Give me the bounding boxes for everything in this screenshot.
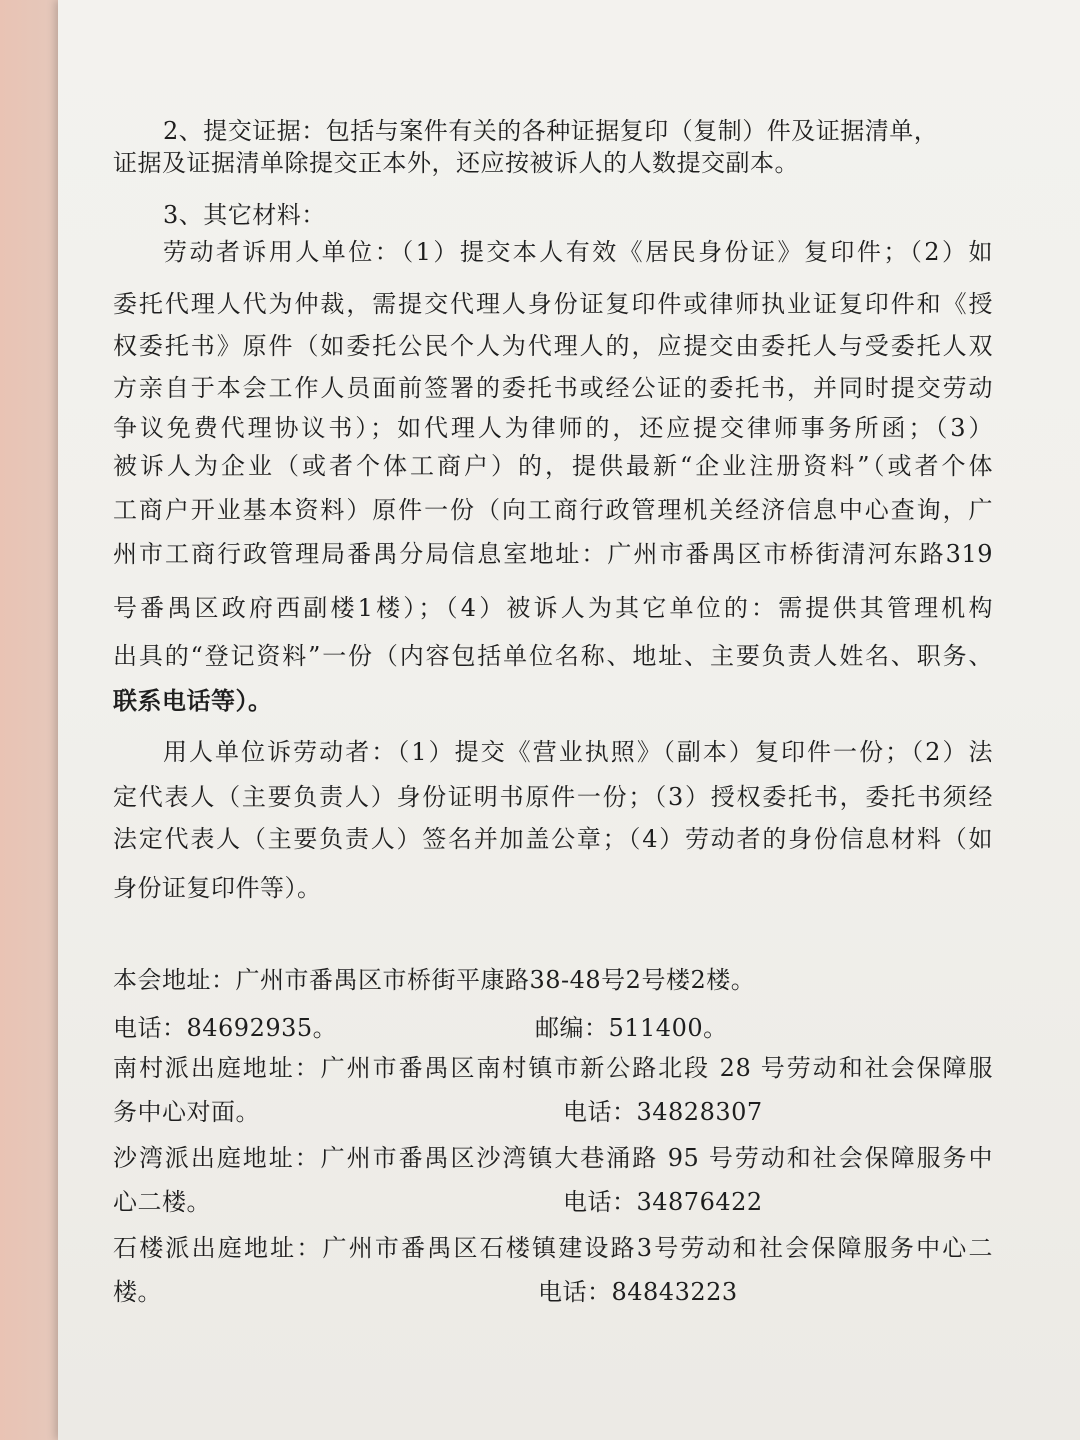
- text-line: 联系电话等）。: [113, 686, 273, 715]
- shilou-phone: 电话：84843223: [538, 1278, 738, 1306]
- office-phone: 电话：84692935。: [113, 1014, 338, 1042]
- text-line: 证据及证据清单除提交正本外，还应按被诉人的人数提交副本。: [113, 149, 799, 177]
- shilou-address-cont: 楼。: [113, 1278, 162, 1306]
- text-line: 方亲自于本会工作人员面前签署的委托书或经公证的委托书，并同时提交劳动: [113, 374, 993, 402]
- nancun-address-cont: 务中心对面。: [113, 1098, 260, 1126]
- shawan-phone: 电话：34876422: [563, 1188, 763, 1216]
- text-line: 2、提交证据：包括与案件有关的各种证据复印（复制）件及证据清单，: [163, 117, 939, 145]
- shawan-address-cont: 心二楼。: [113, 1188, 211, 1216]
- text-line: 劳动者诉用人单位：（1）提交本人有效《居民身份证》复印件；（2）如: [163, 238, 993, 266]
- shawan-row: [113, 1187, 993, 1217]
- text-line: 争议免费代理协议书）；如代理人为律师的，还应提交律师事务所函；（3）: [113, 414, 993, 442]
- phone-postcode-row: [113, 1013, 993, 1043]
- text-line: 委托代理人代为仲裁，需提交代理人身份证复印件或律师执业证复印件和《授: [113, 290, 993, 318]
- shawan-address: 沙湾派出庭地址：广州市番禺区沙湾镇大巷涌路 95 号劳动和社会保障服务中: [113, 1144, 993, 1172]
- text-line: 3、其它材料：: [163, 201, 326, 229]
- text-line: 被诉人为企业（或者个体工商户）的，提供最新“企业注册资料”（或者个体: [113, 452, 993, 480]
- nancun-address: 南村派出庭地址：广州市番禺区南村镇市新公路北段 28 号劳动和社会保障服: [113, 1054, 993, 1082]
- office-postcode: 邮编：511400。: [535, 1014, 728, 1042]
- shilou-address: 石楼派出庭地址：广州市番禺区石楼镇建设路3号劳动和社会保障服务中心二: [113, 1234, 993, 1262]
- text-line: 权委托书》原件（如委托公民个人为代理人的，应提交由委托人与受委托人双: [113, 332, 993, 360]
- nancun-phone: 电话：34828307: [563, 1098, 763, 1126]
- text-line: 州市工商行政管理局番禺分局信息室地址：广州市番禺区市桥街清河东路319: [113, 540, 993, 568]
- text-line: 法定代表人（主要负责人）签名并加盖公章；（4）劳动者的身份信息材料（如: [113, 825, 993, 853]
- nancun-row: [113, 1097, 993, 1127]
- text-line: 出具的“登记资料”一份（内容包括单位名称、地址、主要负责人姓名、职务、: [113, 642, 993, 670]
- text-line: 工商户开业基本资料）原件一份（向工商行政管理机关经济信息中心查询，广: [113, 496, 993, 524]
- text-line: 用人单位诉劳动者：（1）提交《营业执照》（副本）复印件一份；（2）法: [163, 738, 993, 766]
- text-line: 号番禺区政府西副楼1楼）；（4）被诉人为其它单位的：需提供其管理机构: [113, 594, 993, 622]
- text-line: 定代表人（主要负责人）身份证明书原件一份；（3）授权委托书，委托书须经: [113, 783, 993, 811]
- text-line: 身份证复印件等）。: [113, 874, 322, 902]
- shilou-row: [113, 1277, 993, 1307]
- office-address: 本会地址：广州市番禺区市桥街平康路38-48号2号楼2楼。: [113, 966, 756, 994]
